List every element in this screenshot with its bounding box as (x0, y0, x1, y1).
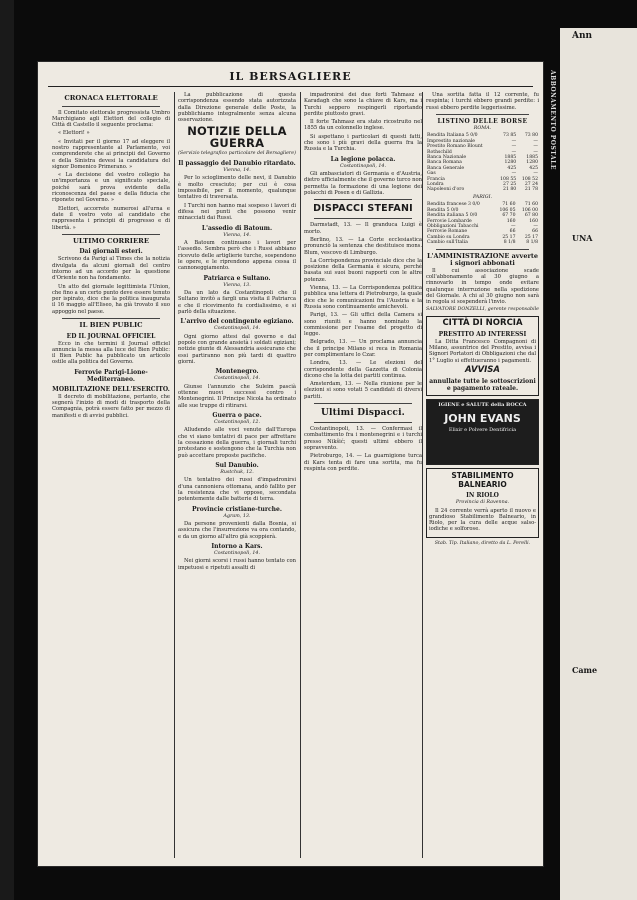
paragraph: Berlino, 13. — La Corte ecclesiastica pronunciò la sentenza che destituisce mons. Blum, vescovo di Limburgo. (304, 236, 422, 256)
subheading: LISTINO DELLE BORSE (437, 117, 528, 125)
paragraph: Scrivono da Parigi al Times che la notizia divulgata da alcuni giornali del centro intorno ad un accordo per la questione d'Oriente non ha fondamento. (52, 256, 170, 282)
advert-subtitle: IN RIOLO (466, 492, 499, 500)
table-cell: Banca Romana (427, 160, 462, 166)
column-divider (174, 92, 175, 858)
paragraph: Da persone provenienti dalla Bosnia, si assicura che l'insurrezione va ora contando, e da un giorno all'altro già scoppierà. (178, 521, 296, 540)
table-cell: 66 (509, 229, 516, 235)
masthead: IL BERSAGLIERE (229, 70, 352, 83)
fragment-heading: Ann (572, 31, 593, 41)
table-cell: Napoleoni d'oro (427, 187, 465, 193)
table-row (426, 187, 539, 192)
table-cell: Banca Nazionale (427, 155, 467, 161)
paragraph: Parigi, 13. — Gli uffici della Camera si sono riuniti e hanno nominato la commissione per l'esame del progetto di legge. (304, 312, 422, 338)
paragraph: Londra, 13. — Le elezioni del corrispondente della Gazzetta di Colonia dicono che la lotta dei partiti continua. (304, 360, 422, 379)
section-heading: CRONACA ELETTORALE (64, 94, 158, 102)
table-cell: Imprestito nazionale (427, 138, 476, 144)
side-label: ABBONAMENTO POSTALE (549, 70, 556, 170)
subheading: (Servizio telegrafico particolare del Bersagliere) (178, 151, 296, 157)
table-cell: 8 1/8 (526, 240, 538, 246)
paragraph: A Batoum continuano i lavori per l'assedio. Sembra però che i Russi abbiano ricevuto delle artiglierie turche, sospendono le opere, e le riprendono appena cessa il cannoneggiamento. (178, 240, 296, 272)
table-cell: — (533, 149, 538, 155)
paragraph: La Ditta Francesco Compagnoni di Milano, assuntrice del Prestito, avvisa i Signori Portatori di Obbligazioni che dal 1° Luglio si effettueranno i pagamenti. (429, 338, 536, 364)
column-divider (422, 92, 423, 858)
paragraph: Una sortita fatta il 12 corrente, fu respinta; i turchi ebbero grandi perdite: i russi ebbero perdite leggerissime. (426, 92, 539, 111)
paragraph: Il Comitato elettorale progressista Umbro Marchigiano agli Elettori del collegio di Città di Castello il seguente proclama: (52, 109, 170, 129)
subheading: PARIGI. (472, 194, 492, 200)
paragraph: Ogni giorno attesi dal governo e dal popolo con grande ansietà i soldati egiziani; notizie giunte di Alessandria assicurano che essi partiranno non più tardi di quattro giorni. (178, 333, 296, 365)
table-cell: Rendita italiana 5 0/0 (427, 213, 478, 219)
table-cell: 25 17 (502, 234, 516, 240)
advert-title: STABILIMENTO BALNEARIO (451, 471, 514, 490)
advert-title: CITTÀ DI NORCIA (442, 317, 523, 328)
dateline: Costantinopoli, 14. (213, 376, 261, 382)
advert-subtitle: Provincia di Ravenna. (455, 500, 510, 506)
table-cell: 1885 (504, 155, 517, 161)
divider (436, 249, 529, 250)
table-cell: — (533, 223, 538, 229)
paragraph: Un tentativo dei russi d'impadronirsi d'una cannoniera ottomana, andò fallito per la resistenza che vi oppose, secondata potentemente dalle batterie di terra. (178, 477, 296, 503)
bourse-table-rome (426, 133, 539, 192)
table-cell: 106 05 (499, 207, 516, 213)
column-4 (426, 92, 539, 548)
table-cell: 160 (506, 218, 516, 224)
subheading: Guerra o pace. (212, 411, 262, 419)
divider (62, 234, 160, 235)
advert-subtitle: Elixir e Polvere Dentifricia (448, 427, 517, 434)
section-heading: IL BIEN PUBLIC (79, 321, 143, 330)
column-divider (300, 92, 301, 858)
dateline: Costantinopoli, 12. (213, 419, 261, 425)
table-cell: — (510, 223, 516, 229)
signature: SALVATORE DONZELLI, gerente responsabile (426, 307, 539, 313)
paragraph: Vienna, 13. — La Corrispondenza politica pubblica una lettera di Pietroburgo, la quale dice che le comunicazioni fra l'Austria e la Russia sono continuamente amichevoli. (304, 285, 422, 310)
table-cell: Banca Generale (427, 165, 465, 171)
subheading: Montenegro. (215, 368, 259, 376)
table-cell: Obbligazioni Tabacchi (427, 223, 479, 229)
subheading: Sul Danubio. (215, 461, 259, 469)
paragraph: Pietroburgo, 14. — La guarnigione turca di Kars tenta di fare una sortita, ma fu respinta con perdite. (304, 453, 422, 472)
advert-john-evans (426, 399, 539, 465)
subheading: L'AMMINISTRAZIONE avverte i signori abbonati (426, 251, 539, 267)
section-heading: NOTIZIE DELLA GUERRA (187, 124, 287, 151)
paragraph: Giunse l'annunzio che Suleim pascià ottenne nuovi successi contro i Montenegrini. Il Principe Nicola ha ordinato alle sue truppe di ritirarsi. (178, 383, 296, 409)
column-1 (52, 92, 170, 421)
dateline: Agram, 13. (223, 513, 251, 519)
paragraph: Ecco in che termini il Journal officiel annuncia la messa alla luce del Bien Public: il Bien Public ha pubblicato un articolo ostile alla politica del Governo. (52, 340, 170, 366)
section-heading: Ultimi Dispacci. (320, 408, 406, 419)
table-cell: — (511, 171, 517, 177)
dateline: Vienna, 13. (223, 282, 251, 288)
divider (62, 318, 160, 319)
table-cell: 21 80 (503, 187, 517, 193)
imprint: Stab. Tip. Italiano, diretto da L. Perelli. (434, 540, 531, 546)
subheading: ED IL JOURNAL OFFICIEL (66, 332, 156, 340)
advert-subtitle: IGIENE e SALUTE della BOCCA (438, 402, 527, 409)
table-cell: 27 25 (503, 182, 517, 188)
table-cell: Prestito Romano Blount (427, 144, 483, 150)
subheading: Intorno a Kars. (211, 542, 263, 550)
table-cell: Francia (427, 176, 445, 182)
table-cell: Cambio su Londra (427, 234, 470, 240)
paragraph: « La decisione del vostro collegio ha un'importanza e un significato speciale, poiché sarà prova evidente della riconoscenza del paese e della fiducia che riponete nel Governo. » (52, 172, 170, 204)
table-row (426, 240, 539, 245)
dateline: Rustchuk, 12. (220, 469, 254, 475)
paragraph: Il cui associazione scade coll'abbonamento al 30 giugno a rinnovarlo in tempo onde evitare qualunque interruzione nella spedizione del Giornale. A chi al 30 giugno non sarà in regola si sospenderà l'invio. (426, 267, 539, 306)
dateline: Costantinopoli, 14. (213, 326, 261, 332)
paragraph: Elettori, accorrete numerosi all'urna e date il vostro voto al candidato che rappresenta i principii di progresso e di libertà. » (52, 205, 170, 231)
paragraph: Belgrado, 13. — Un proclama annuncia che il principe Milano si reca in Romania per complimentare lo Czar. (304, 339, 422, 358)
table-cell: 71 60 (524, 202, 538, 208)
section-heading: DISPACCI STEFANI (313, 203, 413, 215)
masthead-rule (48, 86, 533, 87)
table-cell: 8 1/8 (503, 240, 516, 246)
newspaper-page (38, 62, 543, 866)
section-heading: ULTIMO CORRIERE (72, 236, 150, 245)
paragraph: Un atto del giornale legittimista l'Union, che fino a un certo punto deve essere tenuto per ispirato, dice che la politica inaugurata il 16 maggio all'Eliseo, ha già trovato il suo appoggio nel paese. (52, 283, 170, 315)
subheading: L'arrivo del contingente egiziano. (180, 318, 294, 326)
divider (314, 403, 412, 404)
table-cell: Ferrovie Romane (427, 229, 468, 235)
subheading: Ferrovie Parigi-Lione-Mediterraneo. (74, 368, 148, 383)
paragraph: impadronirsi dei due forti Tahmasz e Karadagh che sono la chiave di Kars, ma i Turchi seppero respingerli riportando perdite piuttosto gravi. (304, 92, 422, 117)
paragraph: Gli ambasciatori di Germania e d'Austria, dietro ufficialmente che il governo turco non permetta la formazione di una legione dei polacchi di Posen e di Gallizia. (304, 171, 422, 197)
table-cell: — (511, 138, 517, 144)
divider (314, 218, 412, 219)
advert-subtitle: PRESTITO AD INTERESSI (438, 330, 527, 338)
table-cell: 25 17 (524, 234, 538, 240)
table-cell: Londra (427, 182, 444, 188)
subheading: MOBILITAZIONE DELL'ESERCITO. (52, 385, 170, 393)
table-cell: 73 85 (503, 133, 517, 139)
paragraph: « Elettori! » (58, 130, 90, 137)
divider (436, 114, 529, 115)
table-cell: Rothschild (427, 149, 452, 155)
table-cell: 108 55 (500, 176, 517, 182)
subheading: L'assedio di Batoum. (201, 224, 273, 232)
advert-norcia (426, 316, 539, 396)
table-cell: Ferrovie Lombarde (427, 218, 472, 224)
table-cell: 71 60 (502, 202, 516, 208)
table-cell: Rendita Italiana 5 0/0 (427, 133, 478, 139)
table-cell: 108 52 (521, 176, 538, 182)
table-cell: — (533, 138, 538, 144)
table-cell: 1885 (526, 155, 538, 161)
subheading: Provincie cristiane-turche. (192, 505, 282, 513)
table-cell: 106 00 (521, 207, 538, 213)
column-3 (304, 92, 422, 474)
divider (314, 199, 412, 200)
paragraph: Alludendo alle voci venute dall'Europa che vi siano tentativi di pace per affrettare la cessazione della guerra, i giornali turchi protestano e sostengono che la Turchia non può accettare proposte pacifiche. (178, 427, 296, 459)
fragment-heading: UNA (572, 233, 593, 243)
paragraph: La Corrispondenza provinciale dice che la posizione della Germania è sicura, perché basata sui suoi buoni rapporti con le altre potenze. (304, 257, 422, 283)
table-cell: — (533, 171, 538, 177)
paragraph: Darmstadt, 13. — Il granduca Luigi è morto. (304, 222, 422, 235)
next-page-fragment (560, 28, 637, 900)
divider (314, 422, 412, 423)
column-2 (178, 92, 296, 573)
table-cell: 66 (532, 229, 538, 235)
advert-stabilimento (426, 468, 539, 538)
table-cell: Rendita francese 3 0/0 (427, 202, 480, 208)
paragraph: Si aspettano i particolari di questi fatti, che sono i più gravi della guerra fra la Russia e la Turchia. (304, 133, 422, 153)
advert-title: AVVISA (464, 365, 501, 376)
table-cell: Gas (427, 171, 436, 177)
subheading: Il passaggio del Danubio ritardato. (178, 159, 296, 167)
table-cell: 27 24 (524, 182, 538, 188)
table-cell: — (511, 144, 517, 150)
table-cell: 160 (529, 218, 538, 224)
dateline: Costantinopoli, 14. (213, 550, 261, 556)
subheading: ROMA. (473, 125, 492, 131)
paragraph: Il 24 corrente verrà aperto il nuovo e grandioso Stabilimento Balneario, in Riolo, per la cura delle acque salso-iodiche e solforose. (429, 507, 536, 533)
dateline: Vienna, 14. (223, 167, 251, 173)
bourse-table-paris (426, 202, 539, 245)
paragraph: Il decreto di mobilitazione, pertanto, che segnerà l'inizio di modi di trasporto della Compagnia, potrà essere fatto per mezzo di manifesti e di avvisi pubblici. (52, 393, 170, 419)
subheading: La legione polacca. (330, 155, 396, 163)
dateline: Vienna, 14. (223, 232, 251, 238)
divider (62, 106, 160, 107)
table-cell: 1280 (504, 160, 517, 166)
paragraph: Da un lato da Costantinopoli che il Sultano invitò a fargli una visita il Patriarca e che il ricevimento fu cordialissimo, e si parlò della situazione. (178, 290, 296, 315)
table-cell: 1280 (526, 160, 538, 166)
paragraph: I Turchi non hanno mai sospeso i lavori di difesa nei punti che possono venir minacciati dai Russi. (178, 202, 296, 222)
advert-title: JOHN EVANS (444, 412, 521, 426)
table-cell: 21 78 (524, 187, 538, 193)
dateline: Costantinopoli, 14. (339, 163, 387, 169)
paragraph: Nei giorni scorsi i russi hanno tentato con impetuosi e ripetuti assalti di (178, 558, 296, 571)
paragraph: Per lo scioglimento delle nevi, il Danubio è molto cresciuto; per cui è cosa impossibile, per il momento, qualunque tentativo di traversata. (178, 175, 296, 201)
table-cell: 67 80 (524, 213, 538, 219)
subheading: Dai giornali esteri. (79, 248, 143, 256)
table-cell: Cambio sull'Italia (427, 240, 468, 246)
paragraph: La pubblicazione di questa corrispondenza essendo stata autorizzata dalla Direzione generale delle Poste, la pubblichiamo integralmente senza alcuna osservazione. (178, 92, 296, 124)
table-cell: 67 70 (502, 213, 516, 219)
table-cell: — (533, 144, 538, 150)
table-cell: 425 (529, 165, 538, 171)
paragraph: Amsterdam, 13. — Nella riunione per le elezioni si sono votati 5 candidati di diversi partiti. (304, 381, 422, 400)
paragraph: « Invitati per il giorno 17 ad eleggere il nostro rappresentante al Parlamento, voi comprenderete che ai principii del Governo e della Sinistra devesi la candidatura del signor Domenico Primerano. » (52, 138, 170, 170)
paragraph: Costantinopoli, 13. — Confermasi il combattimento fra i montenegrini e i turchi presso Nikšić; questi ultimi ebbero il sopravvento. (304, 426, 422, 451)
subheading: Patriarca e Sultano. (203, 274, 271, 282)
advert-subtitle: annullate tutte le sottoscrizioni e pagamento rateale. (429, 378, 536, 393)
paragraph: Il forte Tahmasz era stato ricostruito nel 1855 da un colonnello inglese. (304, 119, 422, 132)
table-cell: Rendita 5 0/0 (427, 207, 459, 213)
fragment-heading: Came (572, 665, 598, 675)
page-edge (0, 0, 14, 900)
table-cell: 425 (507, 165, 517, 171)
table-cell: 73 80 (524, 133, 538, 139)
table-cell: — (511, 149, 517, 155)
